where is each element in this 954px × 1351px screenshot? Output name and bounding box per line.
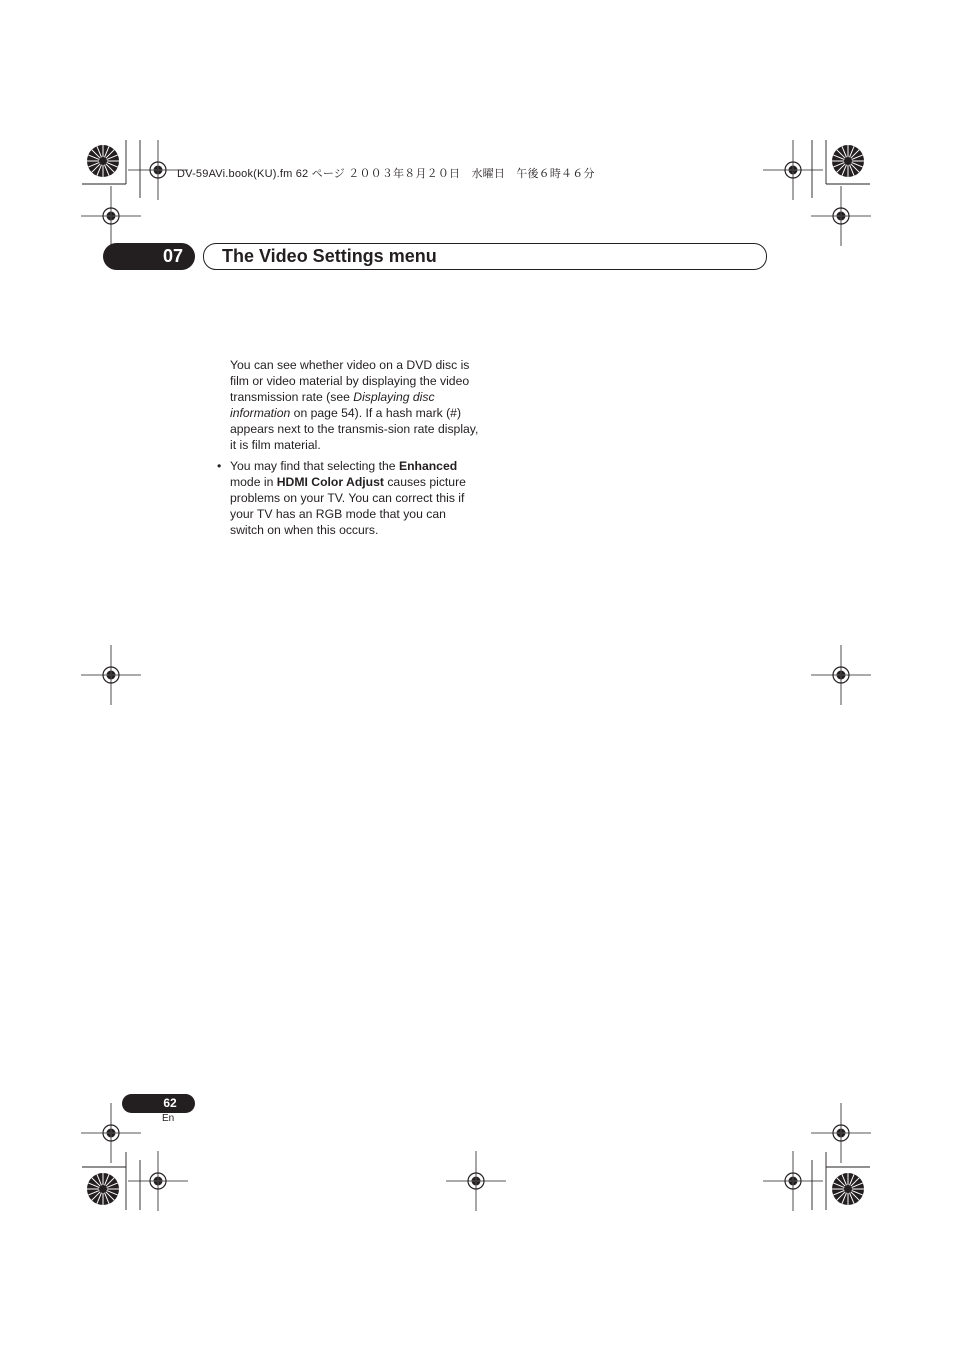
registration-mark-icon bbox=[81, 645, 141, 705]
registration-mark-icon bbox=[81, 186, 141, 246]
color-target-icon-bottom-right bbox=[832, 1173, 864, 1205]
registration-mark-icon bbox=[811, 645, 871, 705]
print-header: DV-59AVi.book(KU).fm 62 ページ ２００３年８月２０日 水曜日 午後６時４６分 bbox=[177, 168, 595, 180]
registration-mark-icon bbox=[811, 186, 871, 246]
list-item: • You may find that selecting the Enhanced mode in HDMI Color Adjust causes picture problems on your TV. You can correct this if your TV has an RGB mode that you can switch on when this occurs. bbox=[217, 459, 466, 537]
chapter-title: The Video Settings menu bbox=[222, 246, 437, 266]
chapter-number: 07 bbox=[162, 246, 184, 266]
language-label: En bbox=[162, 1113, 175, 1124]
color-target-icon-top-right bbox=[832, 145, 864, 177]
registration-mark-icon bbox=[763, 1151, 823, 1211]
registration-mark-icon bbox=[811, 1103, 871, 1163]
intro-paragraph: You can see whether video on a DVD disc is film or video material by displaying the video transmission rate (see Displaying disc information on page 54). If a hash mark (#) appears next to the transmis-sion rate display, it is film material. bbox=[230, 358, 479, 452]
bullet-icon: • bbox=[217, 459, 222, 473]
body-column bbox=[217, 357, 480, 538]
registration-mark-icon bbox=[446, 1151, 506, 1211]
page-number: 62 bbox=[163, 1096, 177, 1110]
registration-mark-icon bbox=[128, 1151, 188, 1211]
color-target-icon-top-left bbox=[87, 145, 119, 177]
registration-mark-icon bbox=[763, 140, 823, 200]
color-target-icon-bottom-left bbox=[87, 1173, 119, 1205]
cross-reference: Displaying disc information bbox=[230, 390, 435, 420]
